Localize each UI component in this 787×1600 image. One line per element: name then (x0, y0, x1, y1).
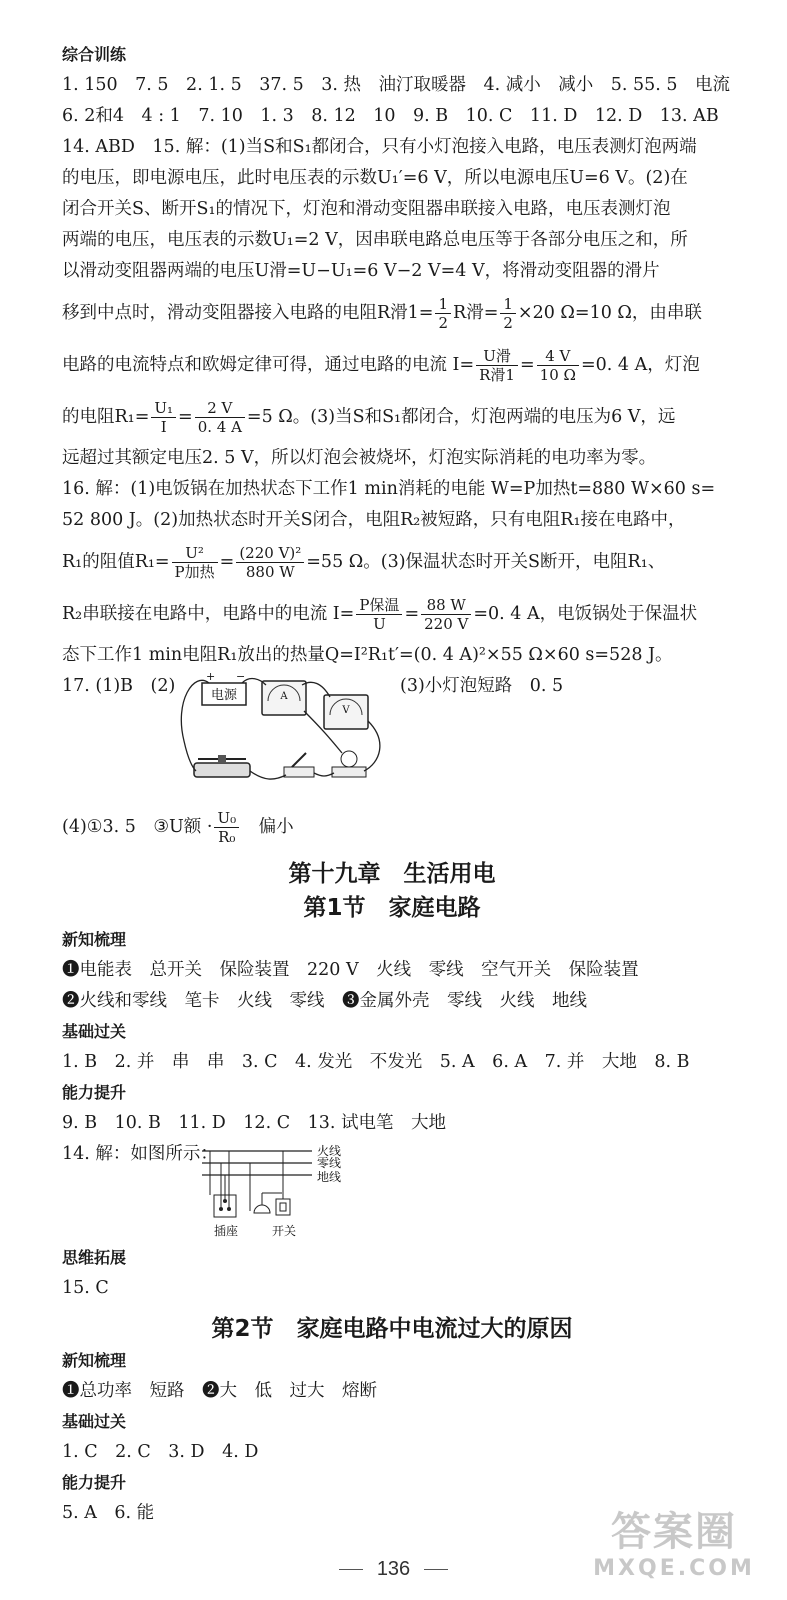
fraction: $\frac{\text{U²}}{\text{P加热}}$ (172, 544, 218, 581)
subsection-heading: 基础过关 (62, 1022, 127, 1041)
answer-line: 两端的电压，电压表的示数U₁=2 V，因串联电路总电压等于各部分电压之和，所 (62, 230, 688, 250)
answer-line: 9. B 10. B 11. D 12. C 13. 试电笔 大地 (62, 1113, 446, 1133)
formula-line: (4)①3. 5 ③U额 · $\frac{\text{U₀}}{\text{R₀}}$ 偏小 (62, 809, 294, 846)
formula-line: 电路的电流特点和欧姆定律可得，通过电路的电流 I= $\frac{\text{U滑}}{\text{R滑1}}$ = $\frac{4 V}{10 \Omega}$ =0. 4 A，灯泡 (62, 347, 700, 384)
formula-line: R₂串联接在电路中，电路中的电流 I= $\frac{\text{P保温}}{U}$ = $\frac{88 W}{220 V}$ =0. 4 A，电饭锅处于保温状 (62, 596, 698, 633)
answer-line: 14. 解：如图所示： (62, 1144, 218, 1164)
section-title: 第1节 家庭电路 (303, 895, 481, 921)
answer-line: 闭合开关S、断开S₁的情况下，灯泡和滑动变阻器串联接入电路，电压表测灯泡 (62, 199, 671, 219)
subsection-heading: 能力提升 (62, 1083, 127, 1102)
subsection-heading: 新知梳理 (62, 930, 127, 949)
answer-line: 1. 150 7. 5 2. 1. 5 37. 5 3. 热 油汀取暖器 4. 减小 减小 5. 55. 5 电流 (62, 75, 731, 95)
answer-line: ❶总功率 短路 ❷大 低 过大 熔断 (62, 1381, 377, 1401)
watermark-logo: 答案圈 MXQE.COM (593, 1509, 755, 1581)
answer-line: 以滑动变阻器两端的电压U滑=U−U₁=6 V−2 V=4 V，将滑动变阻器的滑片 (62, 261, 660, 281)
answer-line: 16. 解：(1)电饭锅在加热状态下工作1 min消耗的电能 W=P加热t=880 W×60 s= (62, 479, 716, 499)
fraction: $\frac{\text{U₀}}{\text{R₀}}$ (214, 809, 239, 846)
formula-line: 的电阻R₁= $\frac{\text{U₁}}{I}$ = $\frac{2 V}{0. 4 A}$ =5 Ω。(3)当S和S₁都闭合，灯泡两端的电压为6 V，远 (62, 399, 676, 436)
fire-wire-label: 火线 (317, 1144, 342, 1158)
switch-label: 开关 (272, 1224, 297, 1238)
answer-line: 6. 2和4 4 : 1 7. 10 1. 3 8. 12 10 9. B 10. C 11. D 12. D 13. AB (62, 106, 719, 126)
plus-sign: + (206, 671, 216, 683)
voltmeter-label: V (342, 705, 350, 716)
fraction: $\frac{\text{P保温}}{U}$ (356, 596, 402, 633)
rheostat-icon (194, 763, 250, 777)
chapter-title: 第十九章 生活用电 (288, 861, 496, 887)
fraction: $\frac{1}{2}$ (435, 295, 451, 332)
fraction: $\frac{2 V}{0. 4 A}$ (195, 399, 245, 436)
answer-line: ❷火线和零线 笔卡 火线 零线 ❸金属外壳 零线 火线 地线 (62, 991, 587, 1011)
circuit-diagram (174, 671, 398, 799)
answer-line: 1. B 2. 并 串 串 3. C 4. 发光 不发光 5. A 6. A 7. 并 大地 8. B (62, 1052, 690, 1072)
fraction: $\frac{\text{U滑}}{\text{R滑1}}$ (476, 347, 518, 384)
answer-line: 5. A 6. 能 (62, 1503, 155, 1523)
wiring-diagram (192, 1141, 372, 1241)
subsection-heading: 能力提升 (62, 1473, 127, 1492)
socket-label: 插座 (214, 1224, 239, 1238)
neutral-wire-label: 零线 (317, 1156, 342, 1170)
answer-line: (3)小灯泡短路 0. 5 (400, 676, 564, 696)
page-number: 136 (0, 1558, 787, 1581)
minus-sign: − (236, 671, 246, 683)
switch-icon (284, 767, 314, 777)
fraction: $\frac{4 V}{10 \Omega}$ (537, 347, 579, 384)
section-title: 第2节 家庭电路中电流过大的原因 (211, 1316, 573, 1342)
subsection-heading: 基础过关 (62, 1412, 127, 1431)
lamp-icon (254, 1205, 270, 1213)
fraction: $\frac{88 W}{220 V}$ (421, 596, 471, 633)
ammeter-label: A (280, 691, 288, 702)
fraction: $\frac{\text{(220 V)²}}{880 W}$ (236, 544, 304, 581)
formula-line: 移到中点时，滑动变阻器接入电路的电阻R滑1= $\frac{1}{2}$ R滑= $\frac{1}{2}$ ×20 Ω=10 Ω，由串联 (62, 295, 702, 332)
answer-line: 1. C 2. C 3. D 4. D (62, 1442, 259, 1462)
q17-block (62, 671, 722, 801)
section-heading-comprehensive: 综合训练 (62, 45, 127, 64)
answer-line: 远超过其额定电压2. 5 V，所以灯泡会被烧坏，灯泡实际消耗的电功率为零。 (62, 448, 657, 468)
answer-line: 态下工作1 min电阻R₁放出的热量Q=I²R₁t′=(0. 4 A)²×55 Ω×60 s=528 J。 (62, 645, 673, 665)
answer-page (62, 40, 731, 1529)
power-source-label: 电源 (210, 688, 238, 703)
answer-line: 14. ABD 15. 解：(1)当S和S₁都闭合，只有小灯泡接入电路，电压表测灯泡两端 (62, 137, 697, 157)
answer-line: 15. C (62, 1278, 109, 1298)
subsection-heading: 思维拓展 (62, 1248, 127, 1267)
answer-line: 的电压，即电源电压，此时电压表的示数U₁′=6 V，所以电源电压U=6 V。(2)在 (62, 168, 688, 188)
answer-line: 17. (1)B (2) (62, 676, 176, 696)
fraction: $\frac{\text{U₁}}{I}$ (151, 399, 176, 436)
bulb-icon (341, 751, 357, 767)
bulb-base-icon (332, 767, 366, 777)
q14-block (62, 1139, 722, 1243)
answer-line: ❶电能表 总开关 保险装置 220 V 火线 零线 空气开关 保险装置 (62, 960, 639, 980)
ground-wire-label: 地线 (317, 1170, 342, 1184)
page-number-dash-left (339, 1569, 363, 1570)
page-number-dash-right (424, 1569, 448, 1570)
subsection-heading: 新知梳理 (62, 1351, 127, 1370)
formula-line: R₁的阻值R₁= $\frac{\text{U²}}{\text{P加热}}$ = $\frac{\text{(220 V)²}}{880 W}$ =55 Ω。(3)保温状态时开关S断开，电阻R₁、 (62, 544, 666, 581)
answer-line: 52 800 J。(2)加热状态时开关S闭合，电阻R₂被短路，只有电阻R₁接在电路中， (62, 510, 686, 530)
fraction: $\frac{1}{2}$ (500, 295, 516, 332)
